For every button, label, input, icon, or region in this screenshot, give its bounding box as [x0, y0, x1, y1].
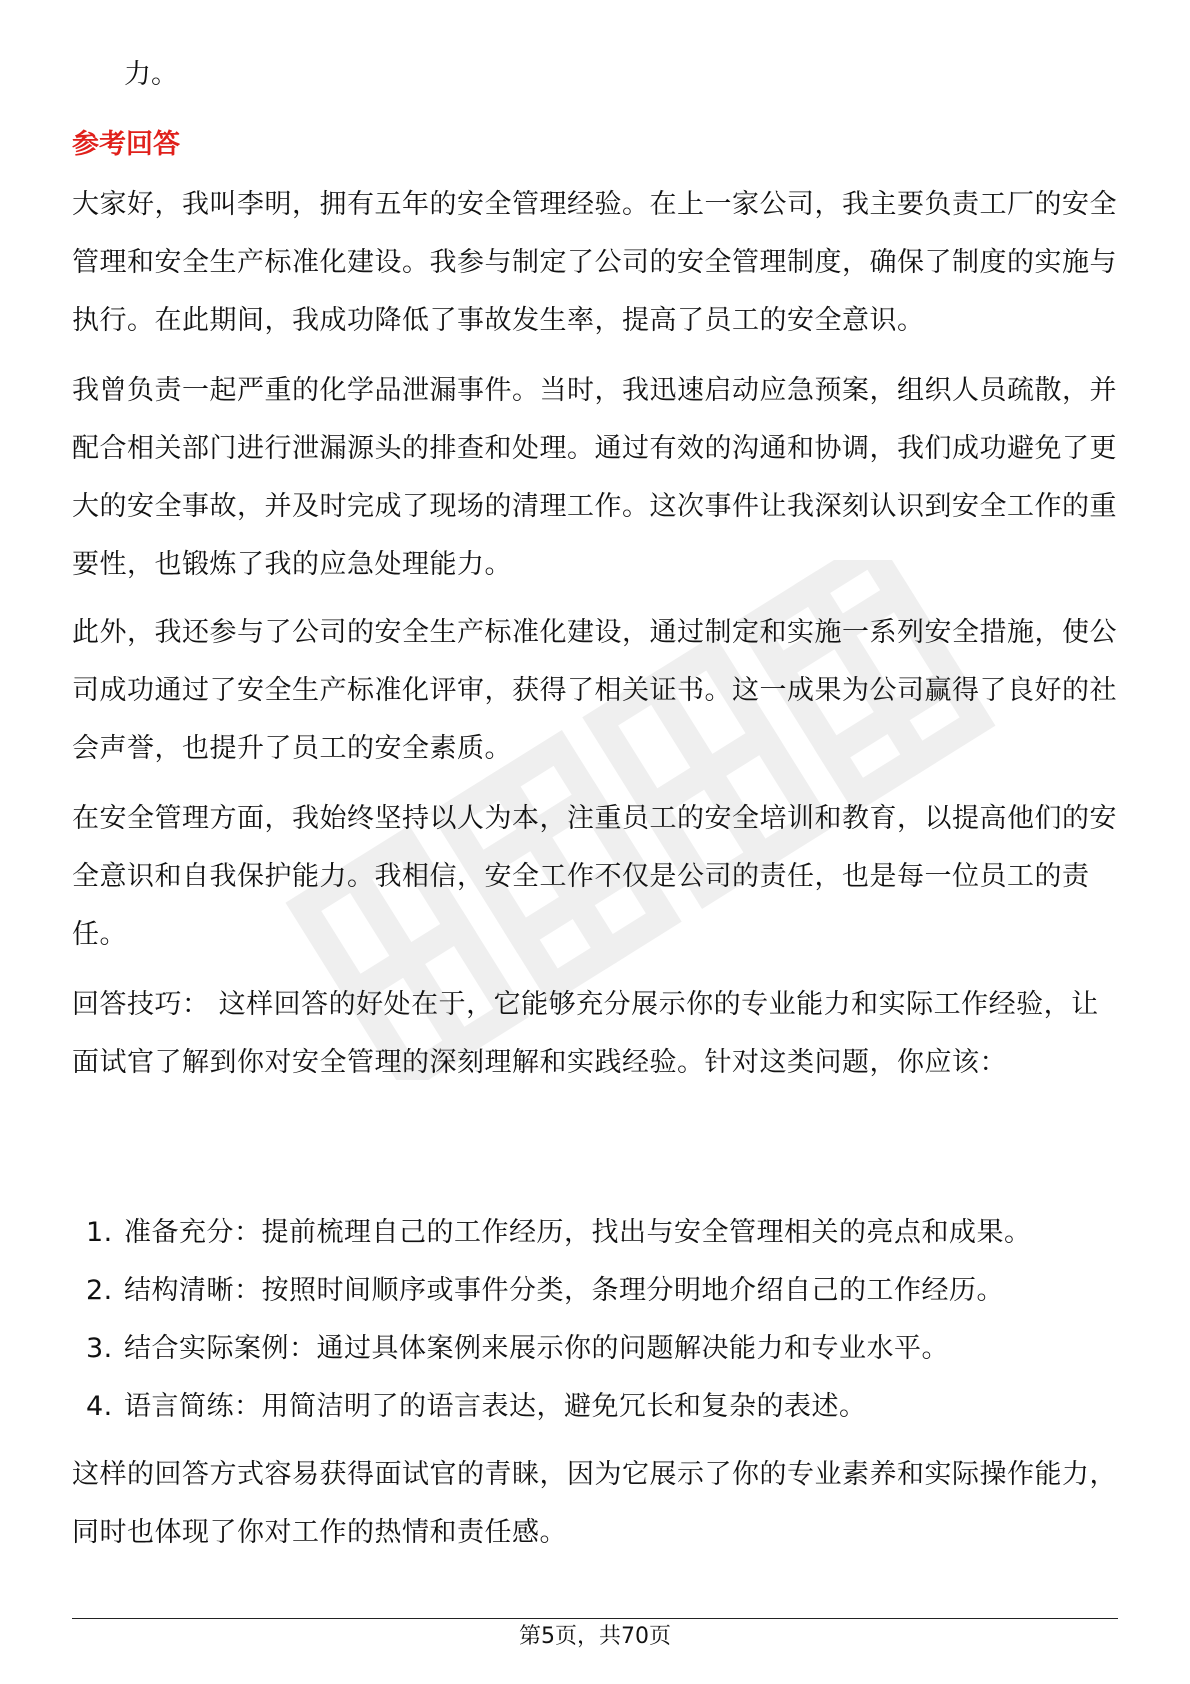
- paragraph-standardization: 此外，我还参与了公司的安全生产标准化建设，通过制定和实施一系列安全措施，使公司成功通过了安全生产标准化评审，获得了相关证书。这一成果为公司赢得了良好的社会声誉，也提升了员工的安全素质。: [72, 617, 1117, 764]
- list-item-text: 准备充分：提前梳理自己的工作经历，找出与安全管理相关的亮点和成果。: [124, 1217, 1032, 1248]
- list-item: [86, 1378, 1032, 1436]
- list-item-text: 结合实际案例：通过具体案例来展示你的问题解决能力和专业水平。: [124, 1333, 949, 1364]
- list-item: [86, 1320, 1032, 1378]
- list-item-text: 结构清晰：按照时间顺序或事件分类，条理分明地介绍自己的工作经历。: [124, 1275, 1004, 1306]
- paragraph-tips-intro: 回答技巧： 这样回答的好处在于，它能够充分展示你的专业能力和实际工作经验，让面试官了解到你对安全管理的深刻理解和实践经验。针对这类问题，你应该：: [72, 989, 1099, 1078]
- continuation-text: 力。: [124, 59, 178, 90]
- paragraph-closing: 这样的回答方式容易获得面试官的青睐，因为它展示了你的专业素养和实际操作能力，同时也体现了你对工作的热情和责任感。: [72, 1459, 1117, 1548]
- list-item-text: 语言简练：用简洁明了的语言表达，避免冗长和复杂的表述。: [124, 1391, 867, 1422]
- list-item: [86, 1204, 1032, 1262]
- list-item: [86, 1262, 1032, 1320]
- paragraph-philosophy: 在安全管理方面，我始终坚持以人为本，注重员工的安全培训和教育，以提高他们的安全意识和自我保护能力。我相信，安全工作不仅是公司的责任，也是每一位员工的责任。: [72, 803, 1117, 950]
- paragraph-intro: 大家好，我叫李明，拥有五年的安全管理经验。在上一家公司，我主要负责工厂的安全管理和安全生产标准化建设。我参与制定了公司的安全管理制度，确保了制度的实施与执行。在此期间，我成功降低了事故发生率，提高了员工的安全意识。: [72, 189, 1117, 336]
- list-item-number: 1.: [86, 1217, 113, 1248]
- page-number: 第5页，共70页: [519, 1624, 671, 1649]
- section-heading: 参考回答: [72, 129, 180, 160]
- paragraph-incident: 我曾负责一起严重的化学品泄漏事件。当时，我迅速启动应急预案，组织人员疏散，并配合相关部门进行泄漏源头的排查和处理。通过有效的沟通和协调，我们成功避免了更大的安全事故，并及时完成了现场的清理工作。这次事件让我深刻认识到安全工作的重要性，也锻炼了我的应急处理能力。: [72, 375, 1117, 580]
- list-item-number: 2.: [86, 1275, 113, 1306]
- list-item-number: 4.: [86, 1391, 113, 1422]
- list-item-number: 3.: [86, 1333, 113, 1364]
- tips-list: [86, 1204, 1032, 1436]
- footer-divider: [72, 1618, 1118, 1619]
